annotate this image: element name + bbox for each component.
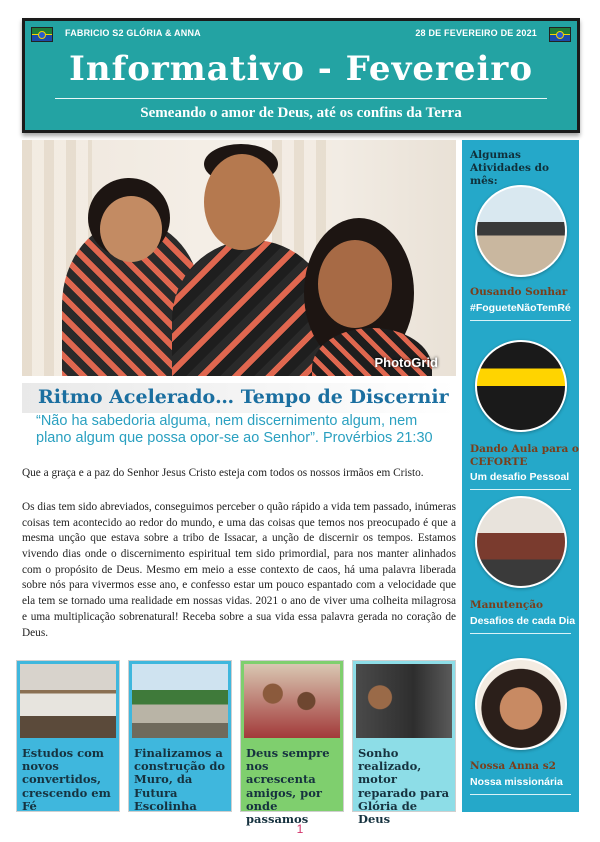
date-label: 28 DE FEVEREIRO DE 2021 [415, 28, 537, 38]
card-photo [356, 664, 452, 738]
sidebar-item-label: Dando Aula para o CEFORTE [470, 443, 579, 468]
family-photo [22, 140, 456, 376]
card-caption: Estudos com novos convertidos, crescendo em Fé [22, 746, 111, 813]
card-photo [244, 664, 340, 738]
activity-photo [475, 185, 567, 277]
card-caption: Finalizamos a construção do Muro, da Futura Escolinha [134, 746, 226, 813]
newsletter-subtitle: Semeando o amor de Deus, até os confins da Terra [140, 105, 462, 121]
sidebar-divider [470, 320, 571, 321]
card-caption: Deus sempre nos acrescenta amigos, por onde passamos [246, 746, 330, 827]
sidebar-item-tag: Um desafio Pessoal [470, 471, 570, 483]
bible-quote: “Não ha sabedoria alguma, nem discernimento algum, nem plano algum que possa opor-se ao Senhor”. Provérbios 21:30 [36, 413, 433, 447]
authors-label: FABRICIO S2 GLÓRIA & ANNA [65, 28, 201, 38]
activity-photo [475, 340, 567, 432]
page-number: 1 [296, 822, 304, 836]
sidebar-item-tag: #FogueteNãoTemRé [470, 302, 571, 314]
sidebar-divider [470, 794, 571, 795]
sidebar-divider [470, 633, 571, 634]
sidebar-title: Algumas Atividades do mês: [470, 149, 549, 188]
article-headline: Ritmo Acelerado… Tempo de Discernir [38, 386, 449, 408]
card-photo [132, 664, 228, 738]
card-photo [20, 664, 116, 738]
sidebar-item-label: Nossa Anna s2 [470, 760, 556, 772]
man-face [204, 154, 280, 250]
greeting-paragraph: Que a graça e a paz do Senhor Jesus Cristo esteja com todos os nossos irmãos em Cristo. [22, 467, 424, 479]
girl-face [100, 196, 162, 262]
card-estudos [16, 660, 120, 812]
photogrid-watermark: PhotoGrid [374, 355, 438, 370]
article-body: Os dias tem sido abreviados, conseguimos perceber o quão rápido a vida tem passado, inúmeras coisas tem acontecido ao redor do mundo, e uma das coisas que temos nos preocupado é que a mesma unção que estava sobre a tribo de Issacar, a unção de discernir os tempos. Estamos vivendo dias onde o discernimento espiritual tem sido primordial, para nos manter alinhados com o propósito de Deus. Mesmo em meio a esse contexto de caos, há uma palavra liberada sobre nós para vivermos esse ano, e confesso estar um pouco espantado com a velocidade que ela tem se tornado uma realidade em nossas vidas. 2021 o ano de viver uma colheita milagrosa e uma multiplicação sobrenatural! Receba sobre a sua vida essa palavra gerada no coração de Deus. [22, 501, 456, 639]
sidebar-item-label: Ousando Sonhar [470, 286, 568, 298]
newsletter-header [22, 18, 580, 133]
activities-sidebar [462, 140, 579, 812]
sidebar-divider [470, 489, 571, 490]
flag-icon [31, 27, 53, 42]
header-divider [55, 98, 547, 99]
sidebar-item-label: Manutenção [470, 599, 544, 611]
card-motor [352, 660, 456, 827]
card-amigos [240, 660, 344, 827]
flag-icon [549, 27, 571, 42]
sidebar-item-tag: Nossa missionária [470, 776, 563, 788]
activity-photo [475, 658, 567, 750]
card-caption: Sonho realizado, motor reparado para Glória de Deus [358, 746, 450, 827]
sidebar-item-tag: Desafios de cada Dia [470, 615, 576, 627]
card-muro [128, 660, 232, 812]
woman-face [318, 240, 392, 328]
activity-photo [475, 496, 567, 588]
newsletter-title: Informativo - Fevereiro [68, 49, 534, 89]
